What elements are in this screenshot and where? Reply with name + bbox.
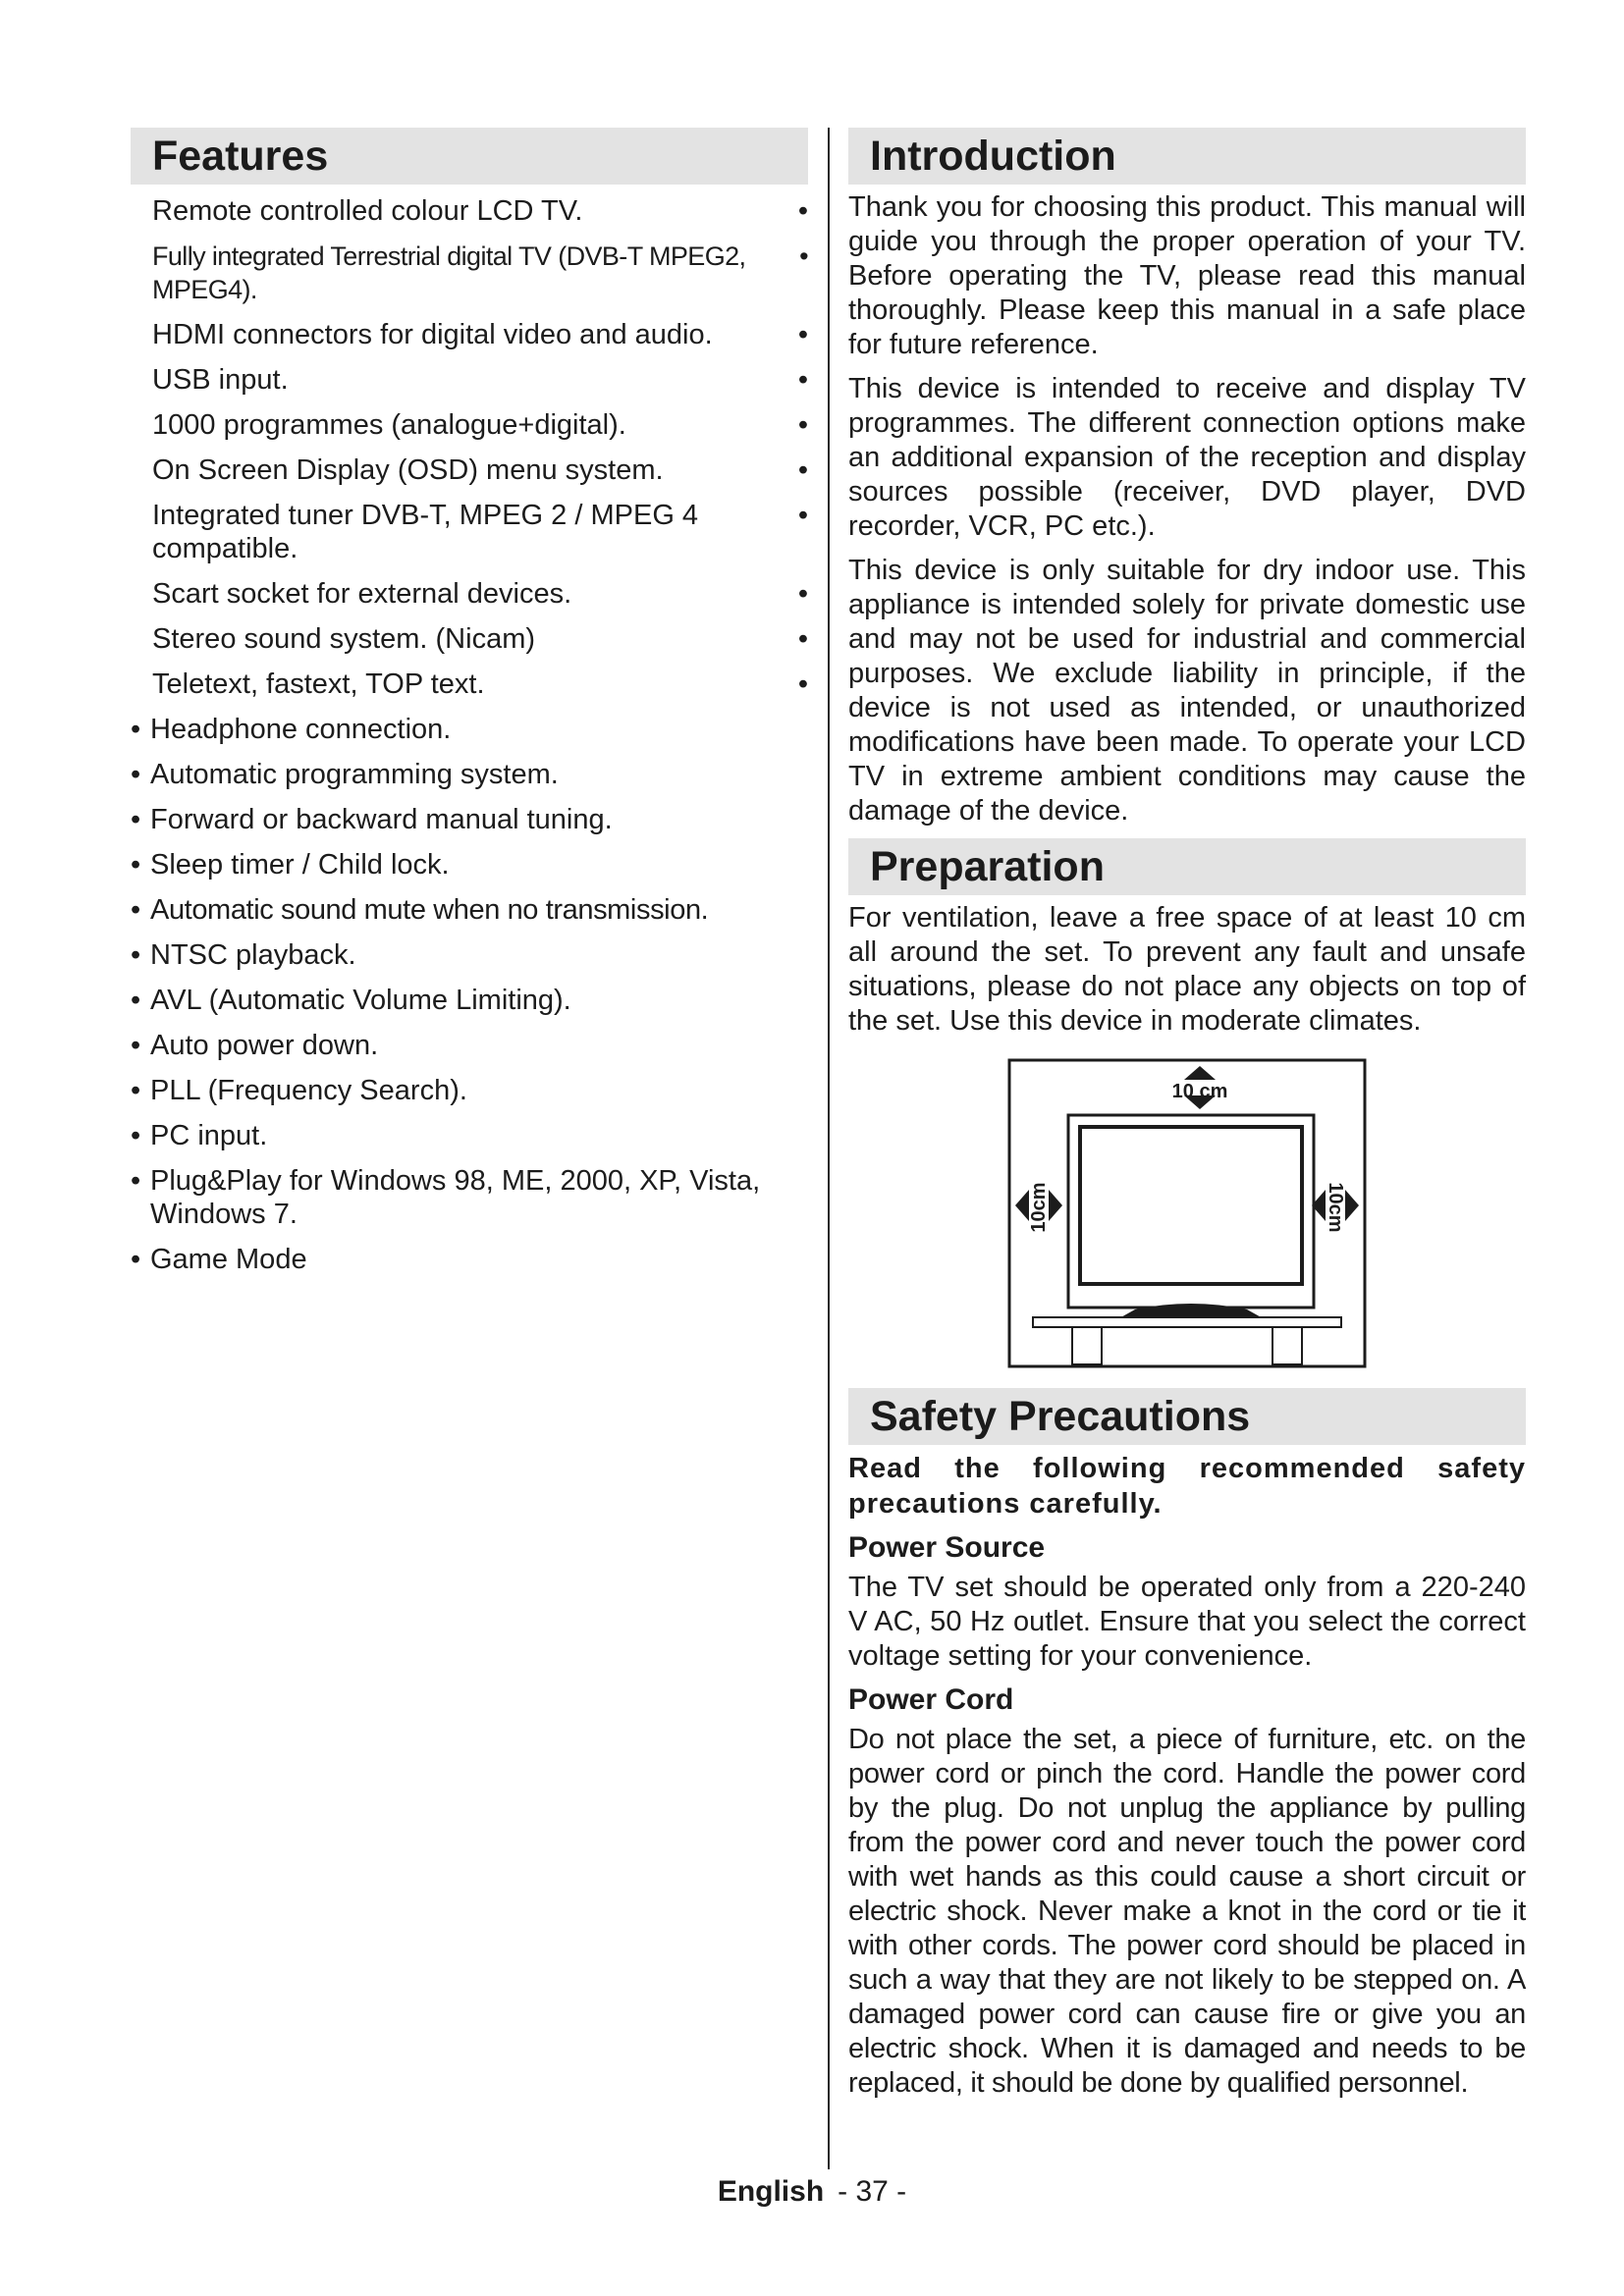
left-clearance-label: 10cm	[1028, 1182, 1050, 1233]
feature-item	[131, 758, 808, 791]
bullet: •	[797, 623, 808, 655]
bullet: •	[797, 668, 808, 700]
bullet: •	[797, 409, 808, 441]
feature-text: 1000 programmes (analogue+digital).	[152, 409, 626, 441]
bullet: •	[797, 195, 808, 227]
feature-item	[131, 1164, 808, 1231]
feature-item	[131, 240, 808, 306]
features-list	[131, 194, 808, 1276]
introduction-paragraph: This device is only suitable for dry indoor use. This appliance is intended solely for private domestic use and may not be used for industrial and commercial purposes. We exclude liability in principle, if the device is not used as intended, or unauthorized modifications have been made. To operate your LCD TV in extreme ambient conditions may cause the damage of the device.	[848, 555, 1526, 827]
page-number: - 37 -	[838, 2175, 907, 2208]
feature-item	[131, 499, 808, 565]
feature-text: USB input.	[152, 364, 289, 396]
safety-heading: Safety Precautions	[848, 1388, 1526, 1445]
feature-text: Game Mode	[150, 1244, 307, 1275]
bullet: •	[131, 1244, 141, 1275]
feature-text: Plug&Play for Windows 98, ME, 2000, XP, Vista, Windows 7.	[150, 1165, 761, 1230]
column-divider	[828, 128, 830, 2169]
bullet: •	[131, 804, 141, 835]
bullet: •	[131, 894, 140, 926]
bullet: •	[799, 241, 808, 271]
feature-item	[131, 577, 808, 611]
feature-item	[131, 848, 808, 881]
feature-text: On Screen Display (OSD) menu system.	[152, 454, 664, 486]
feature-text: PC input.	[150, 1120, 268, 1151]
introduction-paragraph: This device is intended to receive and display TV programmes. The different connection options make an additional expansion of the reception and display sources possible (receiver, DVD player, DVD recorder, VCR, PC etc.).	[848, 373, 1526, 542]
feature-item	[131, 938, 808, 972]
feature-text: Remote controlled colour LCD TV.	[152, 195, 583, 227]
safety-lead: Read the following recommended safety precautions carefully.	[848, 1453, 1526, 1520]
feature-item	[131, 984, 808, 1017]
feature-text: Scart socket for external devices.	[152, 578, 572, 610]
table-top	[1033, 1317, 1341, 1327]
preparation-heading: Preparation	[848, 838, 1526, 895]
power-source-heading: Power Source	[848, 1531, 1046, 1564]
feature-text: Automatic sound mute when no transmission.	[150, 894, 709, 926]
bullet: •	[131, 939, 141, 971]
feature-text: Teletext, fastext, TOP text.	[152, 668, 485, 700]
footer-language: English	[717, 2175, 825, 2208]
features-column	[131, 128, 808, 1288]
introduction-heading: Introduction	[848, 128, 1526, 185]
right-clearance-label: 10cm	[1325, 1182, 1346, 1233]
preparation-paragraph: For ventilation, leave a free space of at least 10 cm all around the set. To prevent any fault and unsafe situations, please do not place any objects on top of the set. Use this device in moderate climates.	[848, 902, 1526, 1037]
tv-screen	[1080, 1127, 1302, 1284]
bullet: •	[131, 714, 141, 745]
bullet: •	[797, 454, 808, 486]
bullet: •	[131, 1075, 141, 1106]
bullet: •	[797, 319, 808, 350]
bullet: •	[131, 849, 141, 881]
bullet: •	[797, 500, 808, 531]
table-leg-right	[1272, 1327, 1302, 1364]
feature-text: Fully integrated Terrestrial digital TV (DVB-T MPEG2, MPEG4).	[152, 241, 746, 304]
feature-text: Automatic programming system.	[150, 759, 559, 790]
content-column	[848, 128, 1526, 2110]
feature-item	[131, 622, 808, 656]
bullet: •	[131, 1165, 141, 1197]
feature-text: Stereo sound system. (Nicam)	[152, 623, 536, 655]
feature-text: Auto power down.	[150, 1030, 379, 1061]
bullet: •	[131, 985, 141, 1016]
page-footer	[0, 2175, 1624, 2209]
ventilation-diagram	[1007, 1058, 1367, 1368]
feature-text: Headphone connection.	[150, 714, 452, 745]
features-heading: Features	[131, 128, 808, 185]
feature-item	[131, 1074, 808, 1107]
introduction-paragraph: Thank you for choosing this product. This manual will guide you through the proper operation of your TV. Before operating the TV, please read this manual thoroughly. Please keep this manual in a safe place for future reference.	[848, 191, 1526, 360]
feature-text: Sleep timer / Child lock.	[150, 849, 450, 881]
power-cord-text: Do not place the set, a piece of furniture, etc. on the power cord or pinch the cord. Handle the power cord by the plug. Do not unplug the appliance by pulling from the power cord and never touch the power cord with wet hands as this could cause a short circuit or electric shock. Never make a knot in the cord or tie it with other cords. The power cord should be placed in such a way that they are not likely to be stepped on. A damaged power cord can cause fire or give you an electric shock. When it is damaged and needs to be replaced, it should be done by qualified personnel.	[848, 1724, 1526, 2099]
bullet: •	[797, 364, 808, 396]
bullet: •	[131, 759, 141, 790]
top-clearance-label: 10 cm	[1171, 1081, 1228, 1102]
table-leg-left	[1072, 1327, 1102, 1364]
bullet: •	[131, 1120, 141, 1151]
feature-item	[131, 1119, 808, 1152]
feature-item	[131, 1029, 808, 1062]
feature-text: PLL (Frequency Search).	[150, 1075, 467, 1106]
feature-item	[131, 194, 808, 228]
feature-item	[131, 893, 808, 927]
feature-item	[131, 408, 808, 442]
power-cord-heading: Power Cord	[848, 1683, 1014, 1716]
feature-text: NTSC playback.	[150, 939, 356, 971]
feature-item	[131, 318, 808, 351]
feature-text: AVL (Automatic Volume Limiting).	[150, 985, 571, 1016]
feature-text: HDMI connectors for digital video and audio.	[152, 319, 713, 350]
bullet: •	[131, 1030, 141, 1061]
feature-item	[131, 363, 808, 397]
feature-text: Forward or backward manual tuning.	[150, 804, 613, 835]
feature-item	[131, 1243, 808, 1276]
feature-text: Integrated tuner DVB-T, MPEG 2 / MPEG 4 compatible.	[152, 500, 699, 564]
feature-item	[131, 803, 808, 836]
power-source-text: The TV set should be operated only from a 220-240 V AC, 50 Hz outlet. Ensure that you select the correct voltage setting for your convenience.	[848, 1572, 1526, 1672]
feature-item	[131, 713, 808, 746]
feature-item	[131, 454, 808, 487]
feature-item	[131, 667, 808, 701]
bullet: •	[797, 578, 808, 610]
